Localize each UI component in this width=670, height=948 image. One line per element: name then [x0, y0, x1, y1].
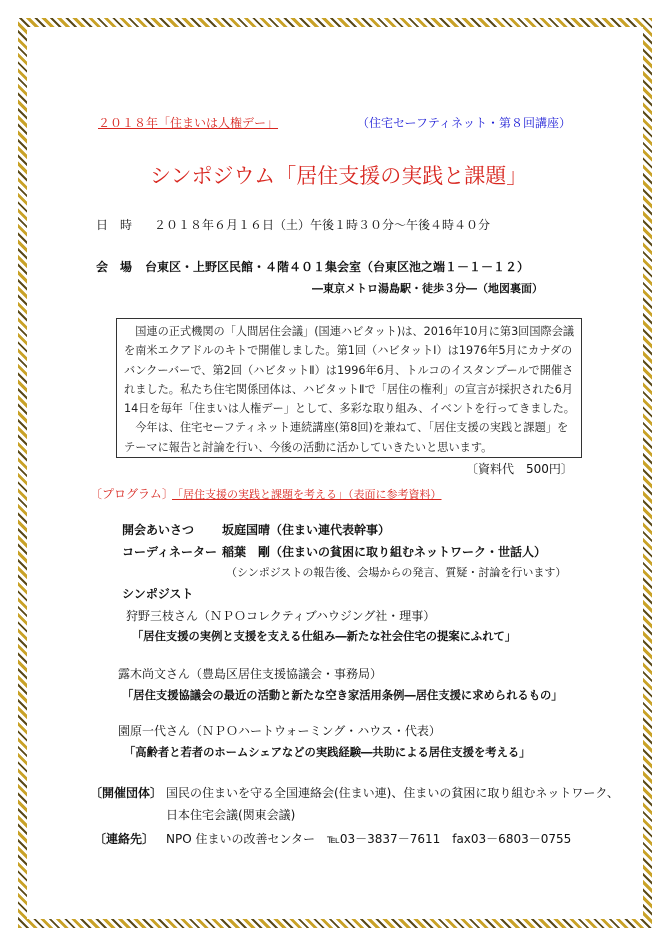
symposist-label: シンポジスト: [122, 587, 194, 601]
access-info: ―東京メトロ湯島駅・徒歩３分―（地図裏面）: [312, 282, 543, 295]
opening-person: 坂庭国晴（住まい連代表幹事）: [222, 523, 391, 537]
organizer-line-2: 日本住宅会議(関東会議): [166, 808, 296, 822]
contact-value: NPO 住まいの改善センター ℡03－3837－7611 fax03－6803－0755: [166, 832, 572, 846]
venue-label: 会 場: [96, 260, 133, 274]
fee-note: 〔資料代 500円〕: [466, 462, 573, 476]
intro-paragraph-1: 国連の正式機関の「人間居住会議」(国連ハビタット)は、2016年10月に第3回国際会議を南米エクアドルのキトで開催しました。第1回（ハビタットⅠ）は1976年5月にカナダのバンクーバーで、第2回（ハビタットⅡ）は1996年6月、トルコのイスタンブールで開催されました。私たち住宅関係団体は、ハビタットⅡで「居住の権利」の宣言が採択された6月14日を毎年「住まいは人権デー」として、多彩な取り組み、イベントを行ってきました。: [124, 325, 575, 416]
event-label: ２０１８年「住まいは人権デー」: [98, 116, 279, 130]
opening-label: 開会あいさつ: [122, 523, 195, 537]
organizer-line-1: 国民の住まいを守る全国連絡会(住まい連)、住まいの貧困に取り組むネットワーク、: [166, 786, 619, 800]
date-label: 日 時: [96, 218, 133, 232]
speaker-topic: 「高齢者と若者のホームシェアなどの実践経験―共助による居住支援を考える」: [124, 746, 531, 759]
date-value: ２０１８年６月１６日（土）午後１時３０分～午後４時４０分: [154, 218, 491, 232]
speaker-name: 露木尚文さん（豊島区居住支援協議会・事務局）: [118, 667, 383, 681]
series-label: （住宅セーフティネット・第８回講座）: [357, 116, 571, 130]
coordinator-note: （シンポジストの報告後、会場からの発言、質疑・討論を行います）: [226, 566, 567, 579]
page-title: シンポジウム「居住支援の実践と課題」: [150, 164, 528, 188]
speaker-name: 園原一代さん（ＮＰＯハートウォーミング・ハウス・代表）: [118, 724, 441, 738]
coordinator-person: 稲葉 剛（住まいの貧困に取り組むネットワーク・世話人）: [222, 545, 547, 559]
program-label: 〔プログラム〕: [90, 487, 174, 501]
contact-label: 〔連絡先〕: [94, 832, 155, 846]
intro-text: [124, 322, 576, 457]
speaker-topic: 「居住支援協議会の最近の活動と新たな空き家活用条例―居住支援に求められるもの」: [122, 689, 563, 702]
speaker-name: 狩野三枝さん（ＮＰＯコレクティブハウジング社・理事）: [126, 609, 436, 623]
venue-value: 台東区・上野区民館・４階４０１集会室（台東区池之端１－１－１２）: [145, 260, 530, 274]
coordinator-label: コーディネーター: [122, 545, 218, 559]
intro-paragraph-2: 今年は、住宅セーフティネット連続講座(第8回)を兼ねて、「居住支援の実践と課題」をテーマに報告と討論を行い、今後の活動に活かしていきたいと思います。: [124, 421, 569, 454]
organizer-label: 〔開催団体〕: [90, 786, 163, 800]
program-theme: 「居住支援の実践と課題を考える」（表面に参考資料）: [172, 488, 442, 501]
speaker-topic: 「居住支援の実例と支援を支える仕組み―新たな社会住宅の提案にふれて」: [132, 630, 517, 643]
